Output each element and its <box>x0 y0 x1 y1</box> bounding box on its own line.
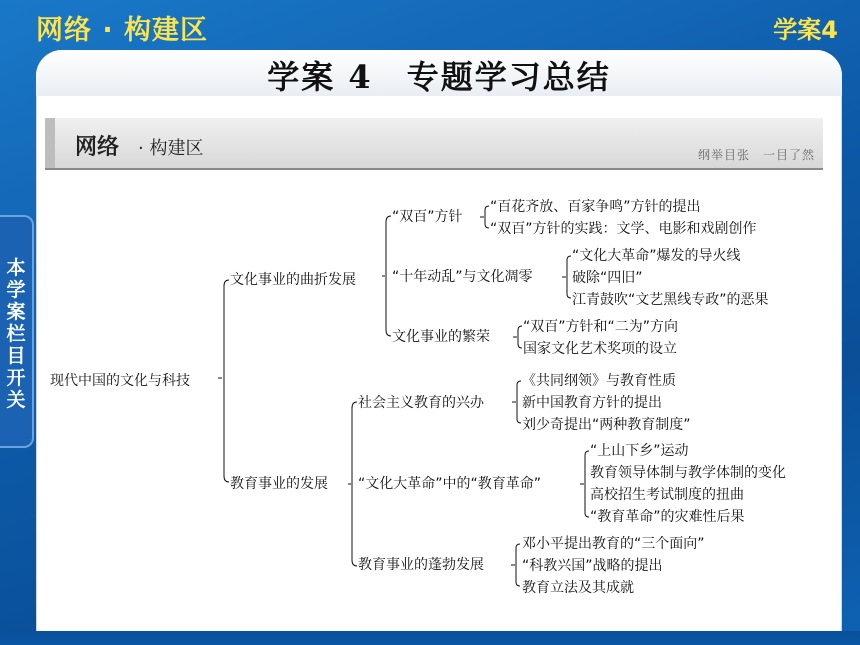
leaf-item: “科教兴国”战略的提出 <box>522 558 663 574</box>
branch-education-label: 教育事业的发展 <box>230 476 328 492</box>
node-culture-prosperity: 文化事业的繁荣 <box>392 329 490 345</box>
leaf-item: “百花齐放、百家争鸣”方针的提出 <box>490 199 701 215</box>
section-bar <box>45 118 823 170</box>
section-main-label: 网络 <box>75 135 120 160</box>
leaf-item: “双百”方针的实践：文学、电影和戏剧创作 <box>490 221 757 237</box>
mindmap <box>44 186 824 606</box>
section-tagline: 纲举目张 一目了然 <box>697 148 815 162</box>
node-socialist-education: 社会主义教育的兴办 <box>358 395 484 411</box>
leaf-item: “文化大革命”爆发的导火线 <box>572 248 741 264</box>
leaf-item: 教育领导体制与教学体制的变化 <box>590 465 786 481</box>
mindmap-root: 现代中国的文化与科技 <box>50 373 190 389</box>
node-education-boom: 教育事业的蓬勃发展 <box>358 557 484 573</box>
leaf-item: 教育立法及其成就 <box>522 580 634 596</box>
leaf-item: 邓小平提出教育的“三个面向” <box>522 536 705 552</box>
section-sub-label: · 构建区 <box>138 138 204 159</box>
header-section-label: 网络 · 构建区 <box>36 15 209 46</box>
node-shuangbai-policy: “双百”方针 <box>392 209 463 225</box>
sidebar-toggle-label: 本学案栏目开关 <box>6 257 26 411</box>
sidebar-toggle-button[interactable] <box>0 215 34 448</box>
leaf-item: “上山下乡”运动 <box>590 443 689 459</box>
section-accent <box>45 118 55 168</box>
header-lesson-label: 学案4 <box>773 16 838 44</box>
leaf-item: 《共同纲领》与教育性质 <box>522 373 676 389</box>
leaf-item: “教育革命”的灾难性后果 <box>590 509 745 525</box>
branch-culture-label: 文化事业的曲折发展 <box>230 272 356 288</box>
leaf-item: 刘少奇提出“两种教育制度” <box>522 417 691 433</box>
node-education-revolution: “文化大革命”中的“教育革命” <box>358 476 542 492</box>
footer-strip <box>0 631 860 645</box>
leaf-item: 国家文化艺术奖项的设立 <box>523 341 677 357</box>
page-title: 学案 4 专题学习总结 <box>267 58 611 96</box>
leaf-item: 高校招生考试制度的扭曲 <box>590 487 744 503</box>
leaf-item: “双百”方针和“二为”方向 <box>523 319 679 335</box>
leaf-item: 新中国教育方针的提出 <box>522 395 662 411</box>
node-ten-years-turmoil: “十年动乱”与文化凋零 <box>392 269 533 285</box>
leaf-item: 江青鼓吹“文艺黑线专政”的恶果 <box>572 292 769 308</box>
leaf-item: 破除“四旧” <box>572 270 643 286</box>
